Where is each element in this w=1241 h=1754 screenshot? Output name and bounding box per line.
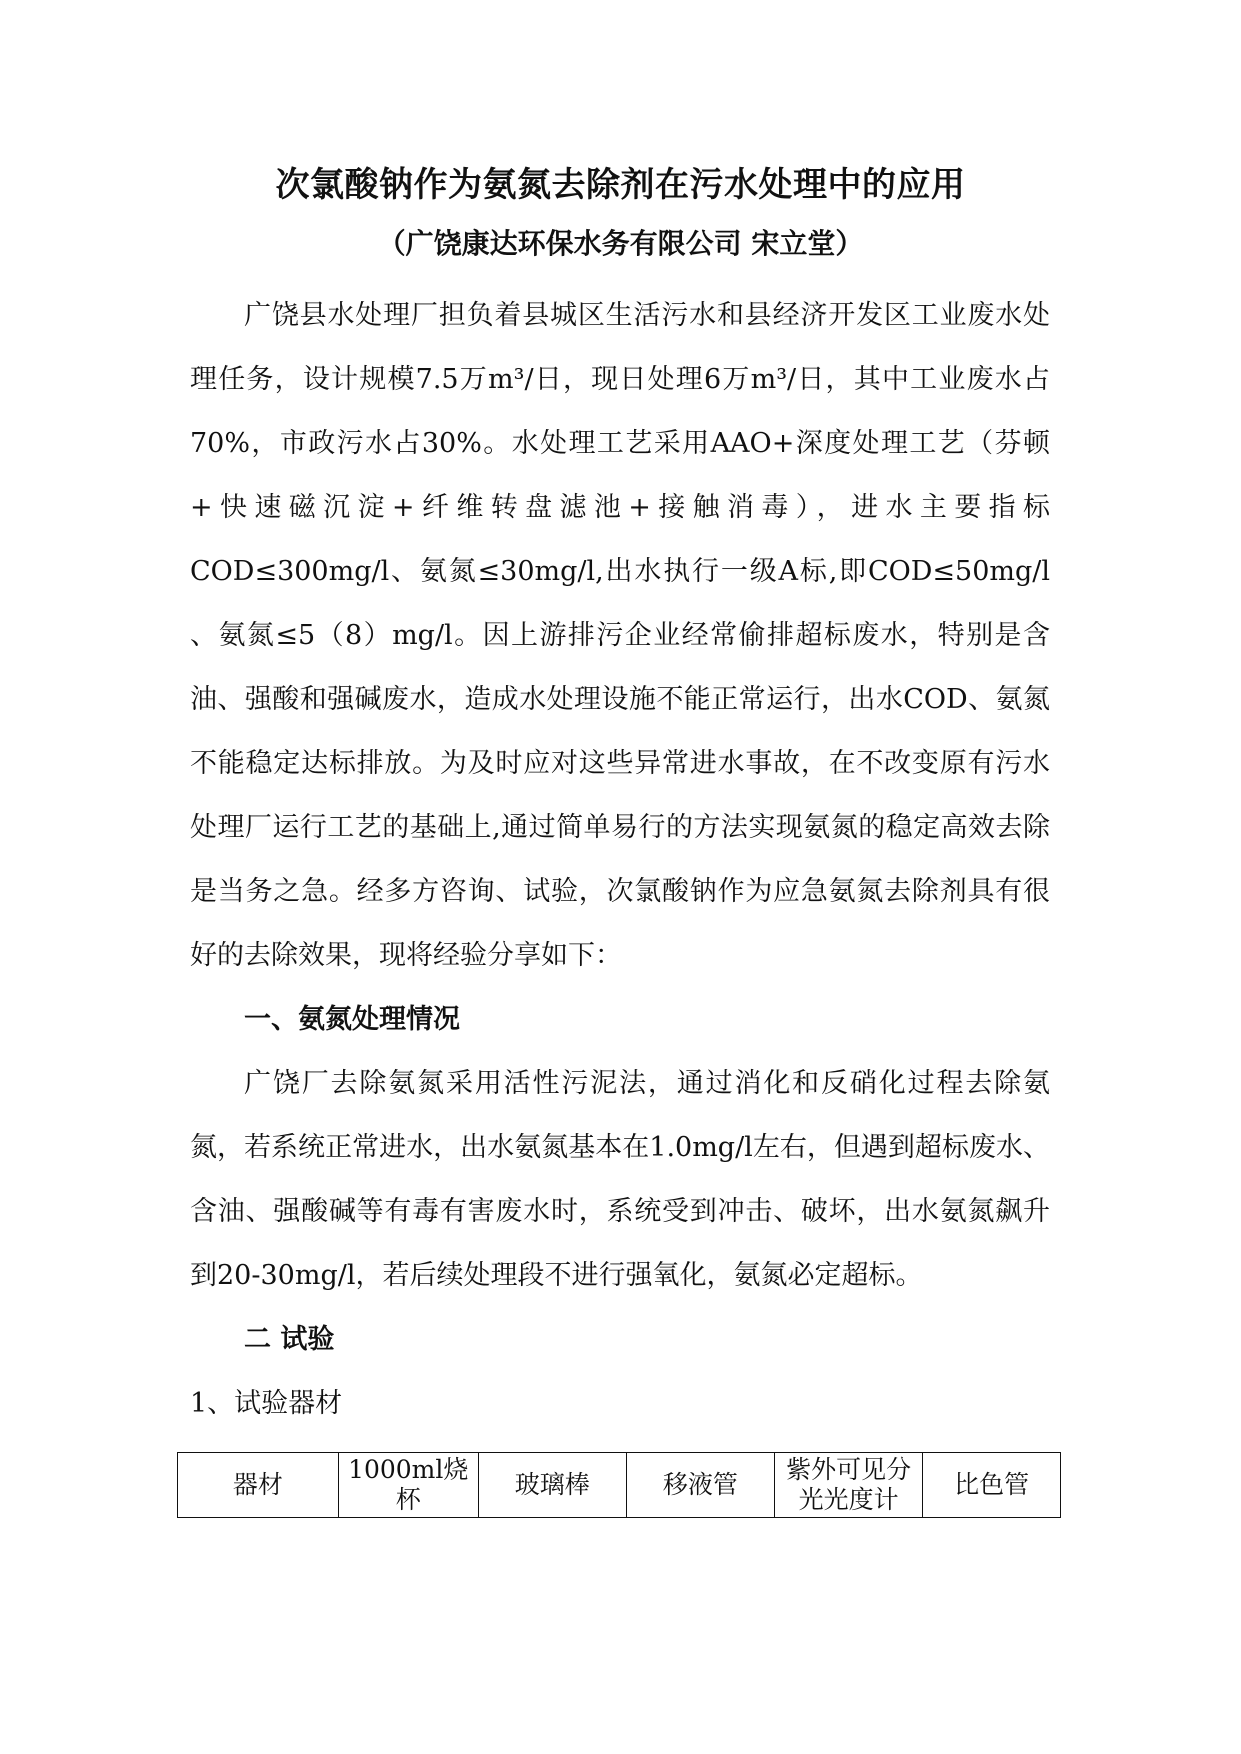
section-heading-2: 二 试验: [244, 1324, 335, 1355]
table-header-cell: 器材: [178, 1453, 339, 1518]
document-title: 次氯酸钠作为氨氮去除剂在污水处理中的应用: [275, 165, 966, 205]
table-cell: 比色管: [923, 1453, 1061, 1518]
subsection-heading-equipment: 1、试验器材: [190, 1388, 343, 1419]
document-body: [190, 284, 1050, 1436]
section-1-paragraph: 广饶厂去除氨氮采用活性污泥法，通过消化和反硝化过程去除氨氮，若系统正常进水，出水氨氮基本在1.0mg/l左右，但遇到超标废水、含油、强酸碱等有毒有害废水时，系统受到冲击、破坏，出水氨氮飙升到20-30mg/l，若后续处理段不进行强氧化，氨氮必定超标。: [190, 1068, 1050, 1291]
intro-paragraph: 广饶县水处理厂担负着县城区生活污水和县经济开发区工业废水处理任务，设计规模7.5万m³/日，现日处理6万m³/日，其中工业废水占70%，市政污水占30%。水处理工艺采用AAO+深度处理工艺（芬顿+快速磁沉淀+纤维转盘滤池+接触消毒），进水主要指标COD≤300mg/l、氨氮≤30mg/l,出水执行一级A标,即COD≤50mg/l 、氨氮≤5（8）mg/l。因上游排污企业经常偷排超标废水，特别是含油、强酸和强碱废水，造成水处理设施不能正常运行，出水COD、氨氮不能稳定达标排放。为及时应对这些异常进水事故，在不改变原有污水处理厂运行工艺的基础上,通过简单易行的方法实现氨氮的稳定高效去除是当务之急。经多方咨询、试验，次氯酸钠作为应急氨氮去除剂具有很好的去除效果，现将经验分享如下：: [190, 300, 1050, 971]
table-cell: 1000ml烧杯: [338, 1453, 478, 1518]
table-row: [178, 1453, 1061, 1518]
table-cell: 紫外可见分光光度计: [775, 1453, 923, 1518]
table-cell: 玻璃棒: [478, 1453, 626, 1518]
equipment-table: [177, 1452, 1061, 1518]
table-cell: 移液管: [626, 1453, 774, 1518]
section-heading-1: 一、氨氮处理情况: [244, 1004, 460, 1035]
document-subtitle: （广饶康达环保水务有限公司 宋立堂）: [377, 227, 864, 260]
